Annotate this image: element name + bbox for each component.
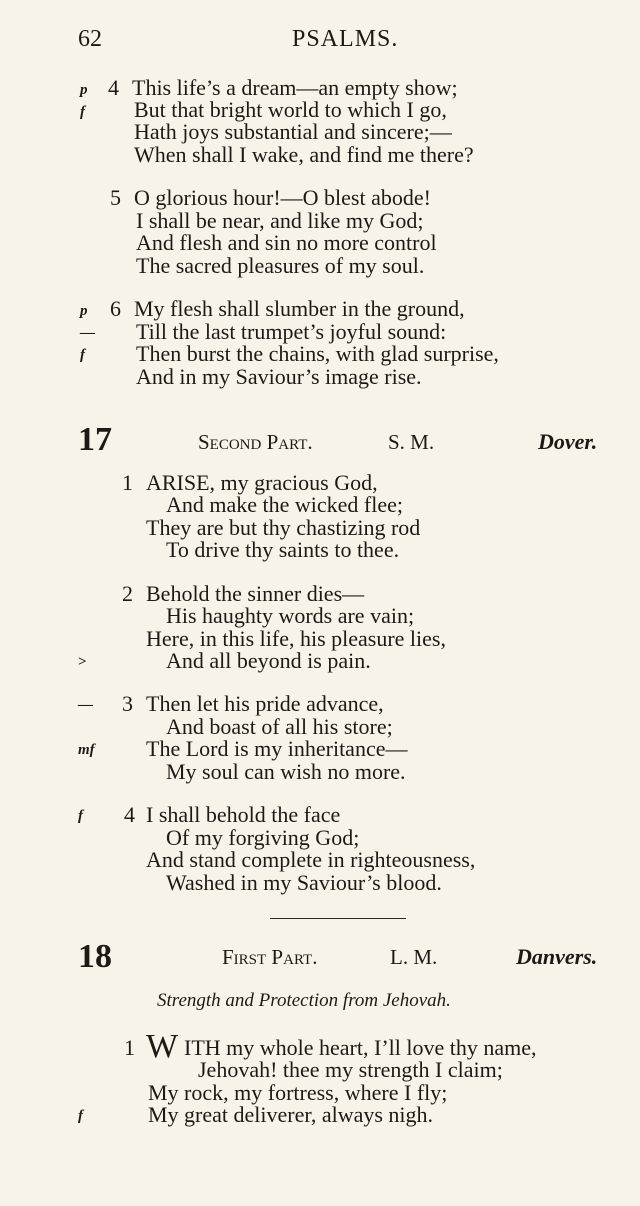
verse-line: And in my Saviour’s image rise. [136, 364, 422, 389]
dynamic-mark: — [78, 697, 93, 713]
stanza-number: 5 [110, 185, 121, 210]
dynamic-mark: f [80, 104, 85, 120]
psalm-number: 17 [78, 421, 112, 458]
verse-line: My flesh shall slumber in the ground, [134, 296, 465, 321]
verse-line: O glorious hour!—O blest abode! [134, 185, 431, 210]
stanza-number: 6 [110, 296, 121, 321]
verse-line: Here, in this life, his pleasure lies, [146, 626, 446, 651]
verse-line: And boast of all his store; [166, 714, 393, 739]
verse-line: When shall I wake, and find me there? [134, 142, 474, 167]
verse-line: My great deliverer, always nigh. [148, 1102, 434, 1127]
part-label: Second Part. [198, 430, 313, 454]
verse-line: I shall be near, and like my God; [136, 208, 424, 233]
verse-line: Till the last trumpet’s joyful sound: [136, 319, 447, 344]
verse-line: Behold the sinner dies— [146, 581, 365, 606]
verse-line: Then burst the chains, with glad surprise, [136, 341, 499, 366]
running-title: PSALMS. [292, 26, 399, 52]
stanza-number: 3 [122, 691, 133, 716]
verse-line: Then let his pride advance, [146, 691, 384, 716]
drop-capital: W [146, 1028, 179, 1065]
verse-line: And stand complete in righteousness, [146, 847, 476, 872]
stanza-number: 4 [124, 802, 135, 827]
dynamic-mark: — [80, 325, 95, 341]
verse-line: And all beyond is pain. [166, 648, 371, 673]
verse-line: Jehovah! thee my strength I claim; [198, 1057, 503, 1082]
verse-line: Washed in my Saviour’s blood. [166, 870, 442, 895]
dynamic-mark: f [78, 1108, 83, 1124]
verse-line: And flesh and sin no more control [136, 230, 437, 255]
psalm-number: 18 [78, 938, 112, 975]
dynamic-mark: p [80, 303, 88, 319]
verse-line: My rock, my fortress, where I fly; [148, 1080, 448, 1105]
verse-line: And make the wicked flee; [166, 492, 404, 517]
verse-line: My soul can wish no more. [166, 759, 406, 784]
stanza-number: 1 [124, 1035, 135, 1060]
verse-line: They are but thy chastizing rod [146, 515, 421, 540]
stanza-number: 1 [122, 470, 133, 495]
dynamic-mark: f [80, 347, 85, 363]
verse-line: The sacred pleasures of my soul. [136, 253, 425, 278]
stanza-number: 2 [122, 581, 133, 606]
meter-label: S. M. [388, 430, 435, 454]
verse-line: His haughty words are vain; [166, 603, 415, 628]
verse-line: ARISE, my gracious God, [146, 470, 378, 495]
verse-line: Of my forgiving God; [166, 825, 360, 850]
tune-name: Danvers. [516, 944, 598, 969]
dynamic-mark: f [78, 808, 83, 824]
tune-name: Dover. [538, 429, 598, 454]
verse-line: ITH my whole heart, I’ll love thy name, [184, 1035, 537, 1060]
part-label: First Part. [222, 945, 318, 969]
verse-line: I shall behold the face [146, 802, 341, 827]
verse-line: Hath joys substantial and sincere;— [134, 119, 452, 144]
stanza-number: 4 [108, 75, 119, 100]
verse-line: To drive thy saints to thee. [166, 537, 400, 562]
meter-label: L. M. [390, 945, 438, 969]
verse-line: The Lord is my inheritance— [146, 736, 408, 761]
dynamic-mark: p [80, 82, 88, 98]
verse-line: But that bright world to which I go, [134, 97, 447, 122]
psalm-subtitle: Strength and Protection from Jehovah. [157, 990, 451, 1011]
verse-line: This life’s a dream—an empty show; [132, 75, 458, 100]
section-divider [270, 918, 406, 919]
page-number: 62 [78, 26, 102, 52]
dynamic-mark: mf [78, 742, 95, 758]
accent-mark: > [78, 654, 87, 670]
